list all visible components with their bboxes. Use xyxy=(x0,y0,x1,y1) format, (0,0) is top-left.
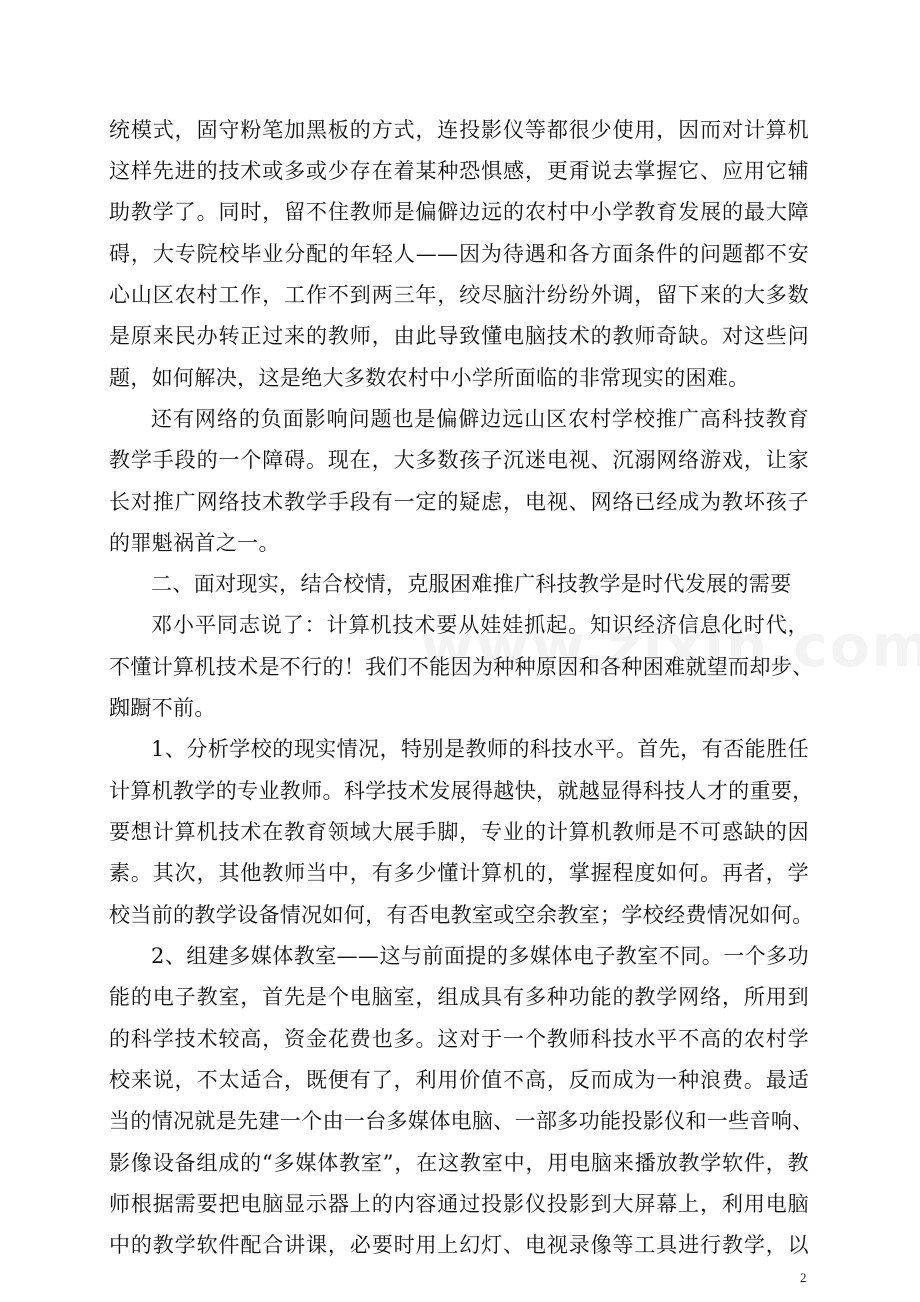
text-line: 长对推广网络技术教学手段有一定的疑虑，电视、网络已经成为教坏孩子 xyxy=(109,490,809,514)
text-line: 心山区农村工作，工作不到两三年，绞尽脑汁纷纷外调，留下来的大多数 xyxy=(109,283,809,307)
text-line: 的罪魁祸首之一。 xyxy=(109,531,280,555)
paragraph-first-line: 2、组建多媒体教室——这与前面提的多媒体电子教室不同。一个多功 xyxy=(151,944,809,968)
text-line: 教学手段的一个障碍。现在，大多数孩子沉迷电视、沉溺网络游戏，让家 xyxy=(109,448,809,472)
text-line: 能的电子教室，首先是个电脑室，组成具有多种功能的教学网络，所用到 xyxy=(109,985,809,1009)
text-line: 碍，大专院校毕业分配的年轻人——因为待遇和各方面条件的问题都不安 xyxy=(109,242,809,266)
text-line: 当的情况就是先建一个由一台多媒体电脑、一部多功能投影仪和一些音响、 xyxy=(109,1109,814,1133)
section-heading: 二、面对现实，结合校情，克服困难推广科技教学是时代发展的需要 xyxy=(151,572,792,596)
paragraph-first-line: 还有网络的负面影响问题也是偏僻边远山区农村学校推广高科技教育 xyxy=(151,407,809,431)
text-line: 中的教学软件配合讲课，必要时用上幻灯、电视录像等工具进行教学，以 xyxy=(109,1233,809,1257)
text-line: 师根据需要把电脑显示器上的内容通过投影仪投影到大屏幕上，利用电脑 xyxy=(109,1192,809,1216)
text-line: 计算机教学的专业教师。科学技术发展得越快，就越显得科技人才的重要， xyxy=(109,779,814,803)
text-line: 助教学了。同时，留不住教师是偏僻边远的农村中小学教育发展的最大障 xyxy=(109,200,809,224)
text-line: 统模式，固守粉笔加黑板的方式，连投影仪等都很少使用，因而对计算机 xyxy=(109,118,809,142)
text-line: 影像设备组成的“多媒体教室”，在这教室中，用电脑来播放教学软件，教 xyxy=(109,1151,809,1175)
text-line: 的科学技术较高，资金花费也多。这对于一个教师科技水平不高的农村学 xyxy=(109,1027,809,1051)
text-line: 题，如何解决，这是绝大多数农村中小学所面临的非常现实的困难。 xyxy=(109,366,750,390)
paragraph-first-line: 邓小平同志说了：计算机技术要从娃娃抓起。知识经济信息化时代， xyxy=(151,613,809,637)
text-line: 是原来民办转正过来的教师，由此导致懂电脑技术的教师奇缺。对这些问 xyxy=(109,324,809,348)
text-line: 校来说，不太适合，既便有了，利用价值不高，反而成为一种浪费。最适 xyxy=(109,1068,809,1092)
paragraph-first-line: 1、分析学校的现实情况，特别是教师的科技水平。首先，有否能胜任 xyxy=(151,737,809,761)
text-line: 不懂计算机技术是不行的！我们不能因为种种原因和各种困难就望而却步、 xyxy=(109,655,814,679)
text-line: 校当前的教学设备情况如何，有否电教室或空余教室；学校经费情况如何。 xyxy=(109,903,814,927)
text-line: 素。其次，其他教师当中，有多少懂计算机的，掌握程度如何。再者，学 xyxy=(109,861,809,885)
page-number: 2 xyxy=(800,1270,807,1285)
text-line: 这样先进的技术或多或少存在着某种恐惧感，更甭说去掌握它、应用它辅 xyxy=(109,159,809,183)
text-line: 要想计算机技术在教育领域大展手脚，专业的计算机教师是不可惑缺的因 xyxy=(109,820,809,844)
text-line: 踟蹰不前。 xyxy=(109,696,216,720)
